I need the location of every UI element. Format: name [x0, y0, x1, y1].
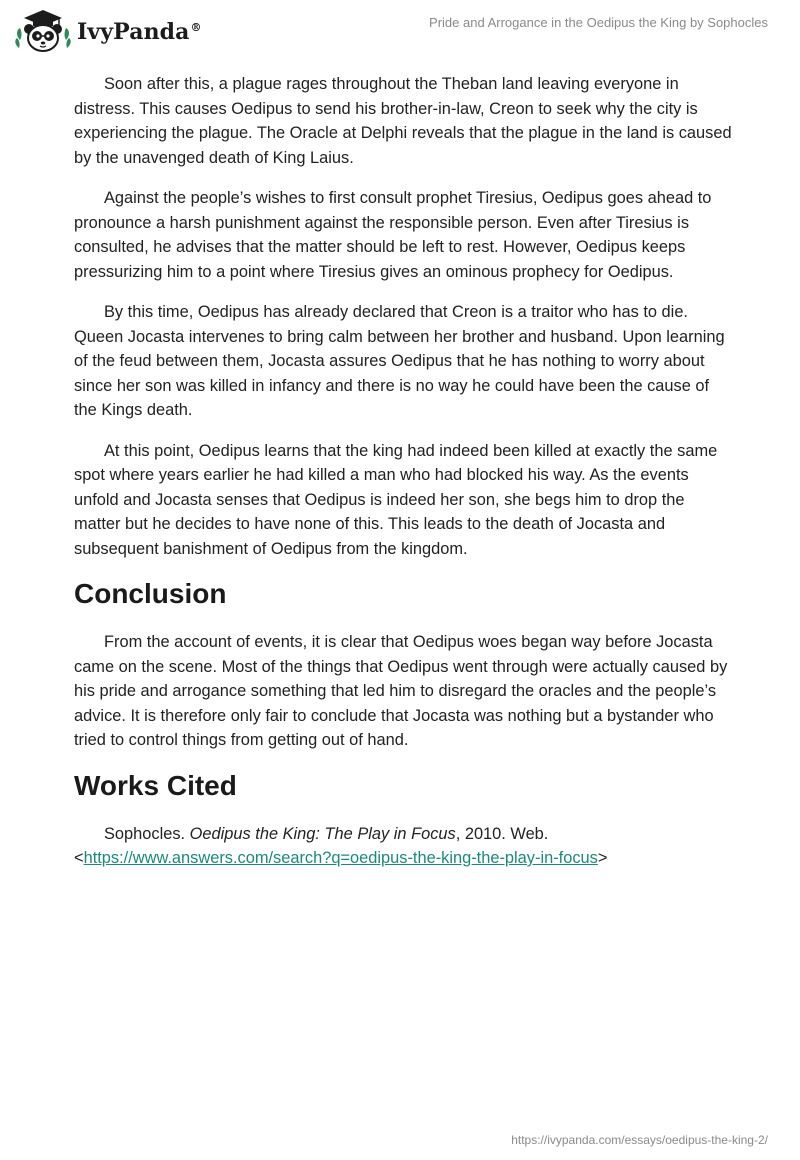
citation-title: Oedipus the King: The Play in Focus — [189, 824, 456, 843]
citation-link[interactable]: https://www.answers.com/search?q=oedipus-the-king-the-play-in-focus — [83, 849, 598, 867]
body-paragraph: Soon after this, a plague rages throughout the Theban land leaving everyone in distress. This causes Oedipus to send his brother-in-law, Creon to seek why the city is experiencing the plague. The Oracle at Delphi reveals that the plague in the land is caused by the unavenged death of King Laius. — [74, 75, 732, 167]
panda-graduate-icon — [14, 8, 72, 54]
brand-name: IvyPanda® — [77, 19, 202, 45]
footer-url: https://ivypanda.com/essays/oedipus-the-king-2/ — [511, 1133, 768, 1147]
body-paragraph: By this time, Oedipus has already declared that Creon is a traitor who has to die. Queen Jocasta intervenes to bring calm between her brother and husband. Upon learning of the feud between them, Jocasta assures Oedipus that he has nothing to worry about since her son was killed in infancy and there is no way he could have been the cause of the Kings death. — [74, 303, 725, 419]
citation-entry — [74, 822, 734, 871]
conclusion-heading: Conclusion — [74, 578, 227, 609]
document-title: Pride and Arrogance in the Oedipus the King by Sophocles — [429, 15, 768, 30]
citation-link-close: > — [597, 849, 608, 867]
works-cited-heading: Works Cited — [74, 769, 237, 801]
ivypanda-logo[interactable] — [14, 8, 202, 54]
citation-link-open: < — [74, 849, 84, 867]
conclusion-paragraph: From the account of events, it is clear that Oedipus woes began way before Jocasta came on the scene. Most of the things that Oedipus went through were actually caused by his pride and arrogance something that led him to disregard the oracles and the people’s advice. It is therefore only fair to conclude that Jocasta was nothing but a bystander who tried to control things from getting out of hand. — [74, 633, 728, 749]
citation-details: , 2010. Web. — [455, 824, 549, 843]
essay-content — [74, 72, 734, 887]
body-paragraph: At this point, Oedipus learns that the king had indeed been killed at exactly the same spot where years earlier he had killed a man who had blocked his way. As the events unfold and Jocasta senses that Oedipus is indeed her son, she begs him to drop the matter but he decides to have none of this. This leads to the death of Jocasta and subsequent banishment of Oedipus from the kingdom. — [74, 441, 718, 558]
body-paragraph: Against the people’s wishes to first consult prophet Tiresius, Oedipus goes ahead to pronounce a harsh punishment against the responsible person. Even after Tiresius is consulted, he advises that the matter should be left to rest. However, Oedipus keeps pressurizing him to a point where Tiresius gives an ominous prophecy for Oedipus. — [74, 189, 712, 281]
citation-author: Sophocles. — [104, 824, 186, 843]
page-header — [0, 0, 800, 62]
